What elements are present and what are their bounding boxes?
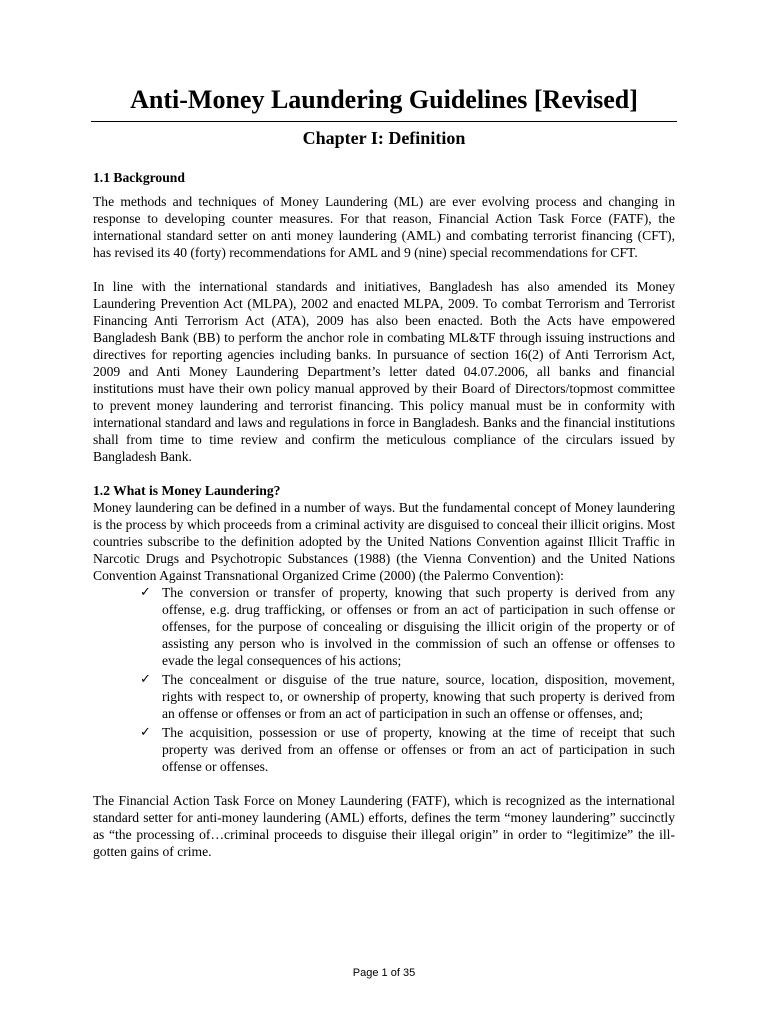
check-mark-icon: ✓ xyxy=(140,725,151,740)
background-paragraph-1: The methods and techniques of Money Laundering (ML) are ever evolving process and changing in response to developing counter measures. For that reason, Financial Action Task Force (FATF), the international standard setter on anti money laundering (AML) and combating terrorist financing (CFT), has revised its 40 (forty) recommendations for AML and 9 (nine) special recommendations for CFT. xyxy=(93,194,675,260)
definition-checklist xyxy=(93,584,675,775)
list-item xyxy=(140,584,675,669)
chapter-heading: Chapter I: Definition xyxy=(302,128,466,148)
background-paragraph-2: In line with the international standards and initiatives, Bangladesh has also amended its Money Laundering Prevention Act (MLPA), 2002 and enacted MLPA, 2009. To combat Terrorism and Terrorist Financing Anti Terrorism Act (ATA), 2009 has also been enacted. Both the Acts have empowered Bangladesh Bank (BB) to perform the anchor role in combating ML&TF through issuing instructions and directives for reporting agencies including banks. In pursuance of section 16(2) of Anti Terrorism Act, 2009 and Anti Money Laundering Department’s letter dated 04.07.2006, all banks and financial institutions must have their own policy manual approved by their Board of Directors/topmost committee to prevent money laundering and terrorist financing. This policy manual must be in conformity with international standard and laws and regulations in force in Bangladesh. Banks and the financial institutions shall from time to time review and confirm the meticulous compliance of the circulars issued by Bangladesh Bank. xyxy=(93,279,675,464)
check-mark-icon: ✓ xyxy=(140,585,151,600)
list-item xyxy=(140,724,675,775)
title-rule xyxy=(91,121,677,122)
list-item-text: The concealment or disguise of the true nature, source, location, disposition, movement, rights with respect to, or ownership of property, knowing that such property is derived from an offense or offenses or from an act of participation in such an offense or offenses, and; xyxy=(162,672,675,721)
document-title: Anti-Money Laundering Guidelines [Revised] xyxy=(130,85,638,114)
section-heading-background: 1.1 Background xyxy=(93,170,185,185)
document-body xyxy=(93,169,675,860)
check-mark-icon: ✓ xyxy=(140,672,151,687)
fatf-definition-paragraph: The Financial Action Task Force on Money Laundering (FATF), which is recognized as the international standard setter for anti-money laundering (AML) efforts, defines the term “money laundering” succinctly as “the processing of…criminal proceeds to disguise their illegal origin” in order to “legitimize” the ill-gotten gains of crime. xyxy=(93,793,675,859)
list-item xyxy=(140,671,675,722)
list-item-text: The conversion or transfer of property, knowing that such property is derived from any offense, e.g. drug trafficking, or offenses or from an act of participation in such offense or offenses, for the purpose of concealing or disguising the illicit origin of the property or of assisting any person who is involved in the commission of such an offense or offenses to evade the legal consequences of his actions; xyxy=(162,585,675,668)
list-item-text: The acquisition, possession or use of property, knowing at the time of receipt that such property was derived from an offense or offenses or from an act of participation in such offense or offenses. xyxy=(162,725,675,774)
definition-intro-paragraph: Money laundering can be defined in a number of ways. But the fundamental concept of Money laundering is the process by which proceeds from a criminal activity are disguised to conceal their illicit origins. Most countries subscribe to the definition adopted by the United Nations Convention against Illicit Traffic in Narcotic Drugs and Psychotropic Substances (1988) (the Vienna Convention) and the United Nations Convention Against Transnational Organized Crime (2000) (the Palermo Convention): xyxy=(93,500,675,583)
page-number: Page 1 of 35 xyxy=(352,967,416,979)
section-heading-what-is-ml: 1.2 What is Money Laundering? xyxy=(93,483,281,498)
